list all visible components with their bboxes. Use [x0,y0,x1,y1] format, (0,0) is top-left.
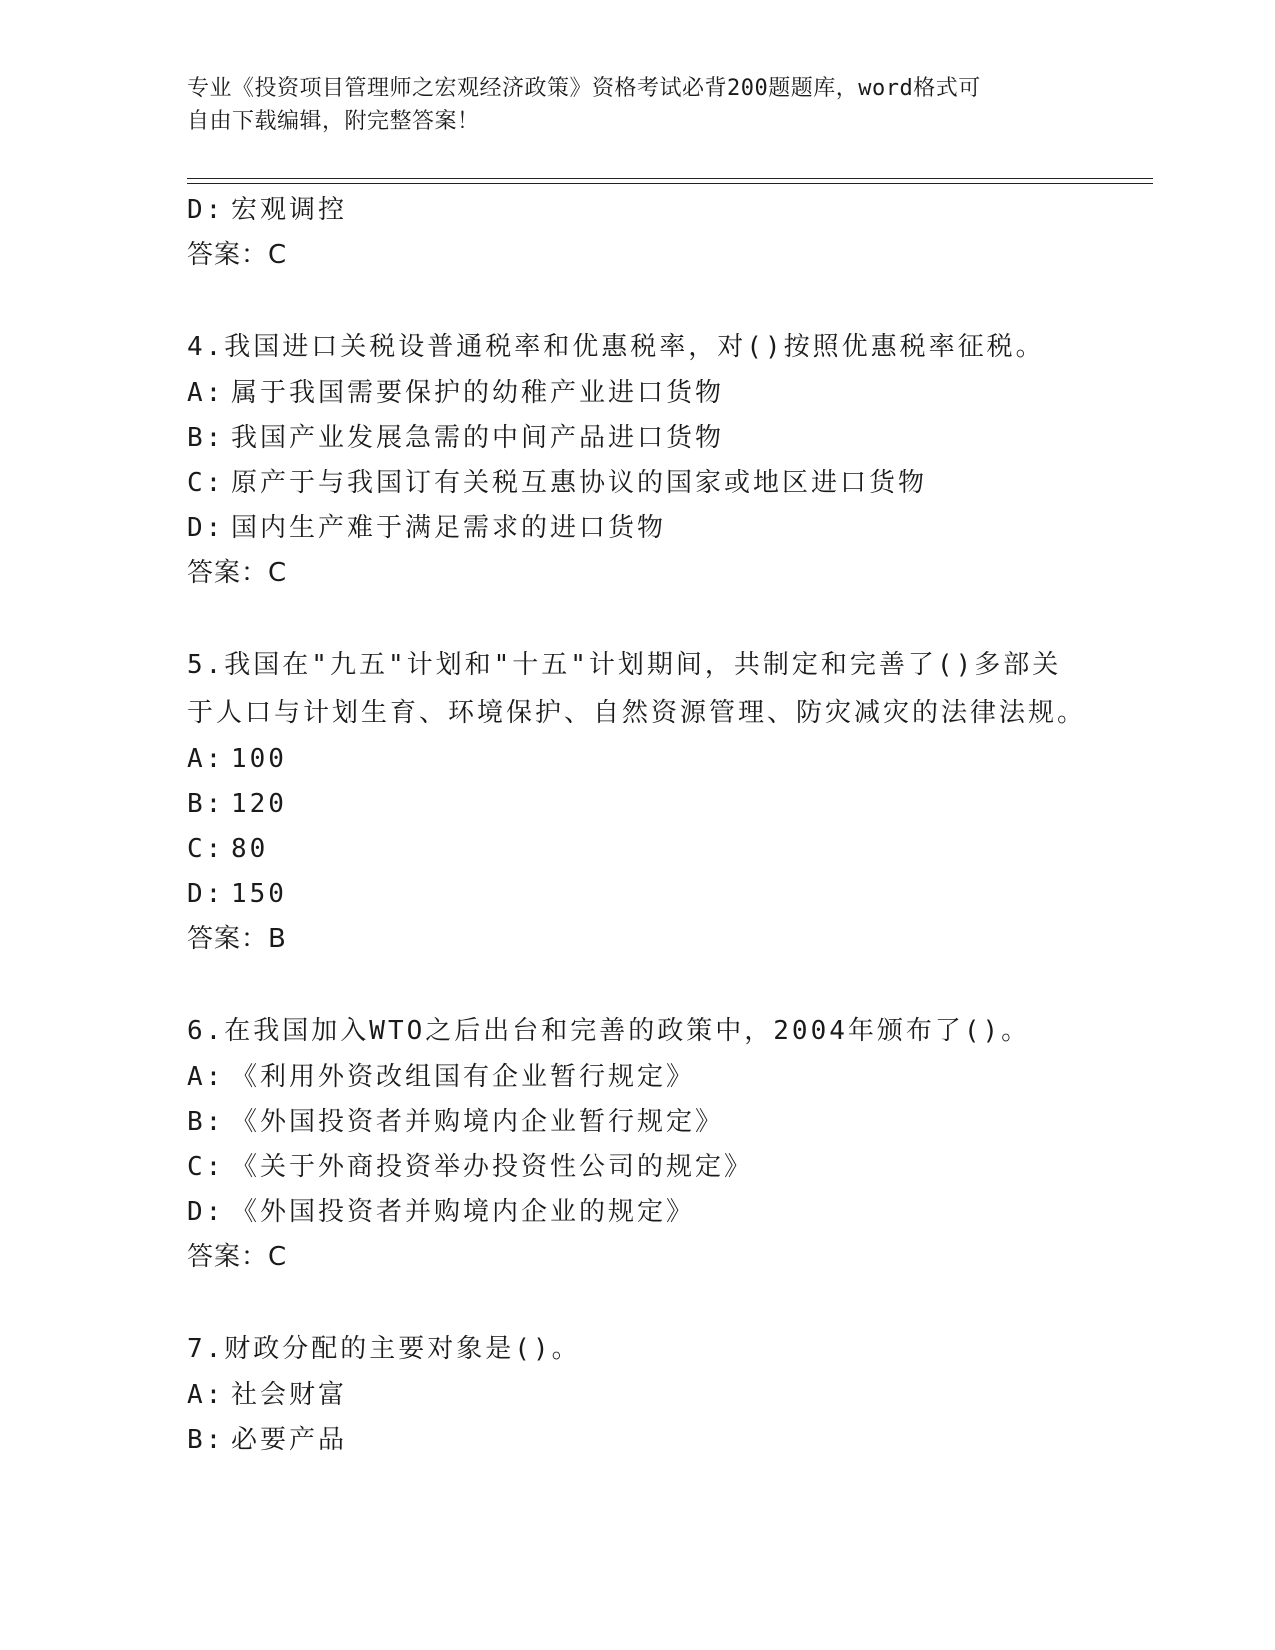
option-text: 必要产品 [231,1425,348,1455]
option-a [187,371,1187,416]
option-label: C: [187,1152,225,1182]
spacer [187,1280,1187,1325]
option-b [187,782,1187,827]
option-label: C: [187,468,225,498]
question-list [187,188,1187,1463]
option-c [187,1145,1187,1190]
option-label: B: [187,1425,225,1455]
option-text: 120 [231,789,287,819]
option-label: C: [187,834,225,864]
option-label: D: [187,1197,225,1227]
option-a [187,1373,1187,1418]
spacer [187,596,1187,641]
option-b [187,1100,1187,1145]
option-label: B: [187,789,225,819]
option-a [187,1055,1187,1100]
option-b [187,416,1187,461]
option-label: B: [187,1107,225,1137]
option-b [187,1418,1187,1463]
option-label: A: [187,1062,225,1092]
option-label: D: [187,195,225,225]
question-stem: 7.财政分配的主要对象是()。 [187,1334,581,1364]
option-text: 我国产业发展急需的中间产品进口货物 [231,423,725,453]
spacer [187,962,1187,1007]
option-label: A: [187,1380,225,1410]
option-label: A: [187,744,225,774]
option-d [187,1190,1187,1235]
option-text: 国内生产难于满足需求的进口货物 [231,513,667,543]
answer-line: 答案：C [187,1242,288,1272]
option-text: 《关于外商投资举办投资性公司的规定》 [231,1152,754,1182]
option-text: 原产于与我国订有关税互惠协议的国家或地区进口货物 [231,468,928,498]
option-text: 《外国投资者并购境内企业的规定》 [231,1197,696,1227]
answer-line: 答案：C [187,240,288,270]
option-c [187,827,1187,872]
spacer [187,278,1187,323]
option-text: 宏观调控 [231,195,348,225]
option-d [187,506,1187,551]
option-text: 100 [231,744,287,774]
option-label: A: [187,378,225,408]
answer-line: 答案：B [187,924,287,954]
option-text: 《外国投资者并购境内企业暂行规定》 [231,1107,725,1137]
option-label: D: [187,513,225,543]
option-a [187,737,1187,782]
option-text: 社会财富 [231,1380,348,1410]
option-label: D: [187,879,225,909]
option-text: 属于我国需要保护的幼稚产业进口货物 [231,378,725,408]
question-stem: 5.我国在"九五"计划和"十五"计划期间，共制定和完善了()多部关于人口与计划生育、环境保护、自然资源管理、防灾减灾的法律法规。 [187,650,1087,728]
option-text: 150 [231,879,287,909]
question-stem: 6.在我国加入WTO之后出台和完善的政策中，2004年颁布了()。 [187,1016,1031,1046]
answer-line: 答案：C [187,558,288,588]
option-text: 80 [231,834,269,864]
option-d [187,188,1187,233]
header-title-line-1: 专业《投资项目管理师之宏观经济政策》资格考试必背200题题库，word格式可 [187,76,981,101]
header-rule-top [187,178,1153,179]
document-header [187,72,1087,138]
header-title-line-2: 自由下载编辑，附完整答案！ [187,109,480,134]
question-stem: 4.我国进口关税设普通税率和优惠税率，对()按照优惠税率征税。 [187,332,1045,362]
option-d [187,872,1187,917]
option-label: B: [187,423,225,453]
option-text: 《利用外资改组国有企业暂行规定》 [231,1062,696,1092]
option-c [187,461,1187,506]
header-rule-bottom [187,183,1153,184]
